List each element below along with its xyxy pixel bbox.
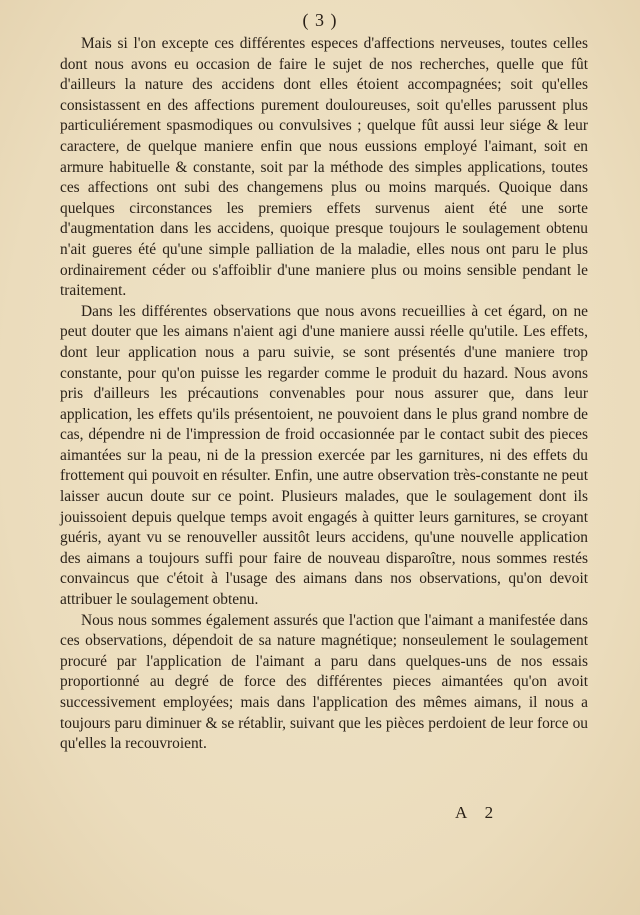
paragraph-3: Nous nous sommes également assurés que l'action que l'aimant a manifestée dans ces observations, dépendoit de sa nature magnétique; nonseulement le soulagement procuré par l'application de l'aimant a paru dans quelques-uns de nos essais proportionné au degré de force des différentes pieces aimantées qu'on avoit successivement employées; mais dans l'application des mêmes aimans, il nous a toujours paru diminuer & se rétablir, suivant que les pièces perdoient de leur force ou qu'elles la recouvroient. [60, 611, 588, 753]
paragraph-2: Dans les différentes observations que nous avons recueillies à cet égard, on ne peut douter que les aimans n'aient agi d'une maniere aussi réelle qu'utile. Les effets, dont leur application nous a paru suivie, se sont présentés d'une maniere trop constante, pour qu'on puisse les regarder comme le produit du hazard. Nous avons pris d'ailleurs les précautions convenables pour nous assurer que, dans leur application, les effets qu'ils présentoient, ne pouvoient dans le plus grand nombre de cas, dépendre ni de l'impression de froid occasionnée par le contact subit des pieces aimantées sur la peau, ni de la pression exercée par les garnitures, ni des effets du frottement qui pouvoit en résulter. Enfin, une autre observation très-constante ne peut laisser aucun doute sur ce point. Plusieurs malades, que le soulagement dont ils jouissoient depuis quelque temps avoit engagés à quitter leurs garnitures, se croyant guéris, ayant vu se renouveller aussitôt leurs accidens, qu'une nouvelle application des aimans a toujours suffi pour faire de nouveau disparoître, nous sommes restés convaincus que c'étoit à l'usage des aimans dans nos observations, qu'on devoit attribuer le soulagement obtenu. [60, 302, 588, 609]
page-number: ( 3 ) [302, 10, 338, 30]
signature-mark: A 2 [455, 803, 501, 822]
paragraph-1: Mais si l'on excepte ces différentes especes d'affections nerveuses, toutes celles dont nous avons eu occasion de faire le sujet de nos recherches, quelle que fût d'ailleurs la nature des accidens dont elles étoient accompagnées; soit qu'elles consistassent en des affections purement douloureuses, soit qu'elles parussent plus particuliérement spasmodiques ou convulsives ; quelque fût aussi leur siége & leur caractere, de quelque maniere enfin que nous eussions employé l'aimant, soit en armure habituelle & constante, soit par la méthode des simples applications, toutes ces affections ont subi des changemens plus ou moins marqués. Quoique dans quelques circonstances les premiers effets survenus aient été une sorte d'augmentation dans les accidens, quoique presque toujours le soulagement obtenu n'ait gueres été qu'une simple palliation de la maladie, elles nous ont paru le plus ordinairement céder ou s'affoiblir d'une maniere plus ou moins sensible pendant le traitement. [60, 35, 588, 300]
body-text [60, 34, 588, 755]
